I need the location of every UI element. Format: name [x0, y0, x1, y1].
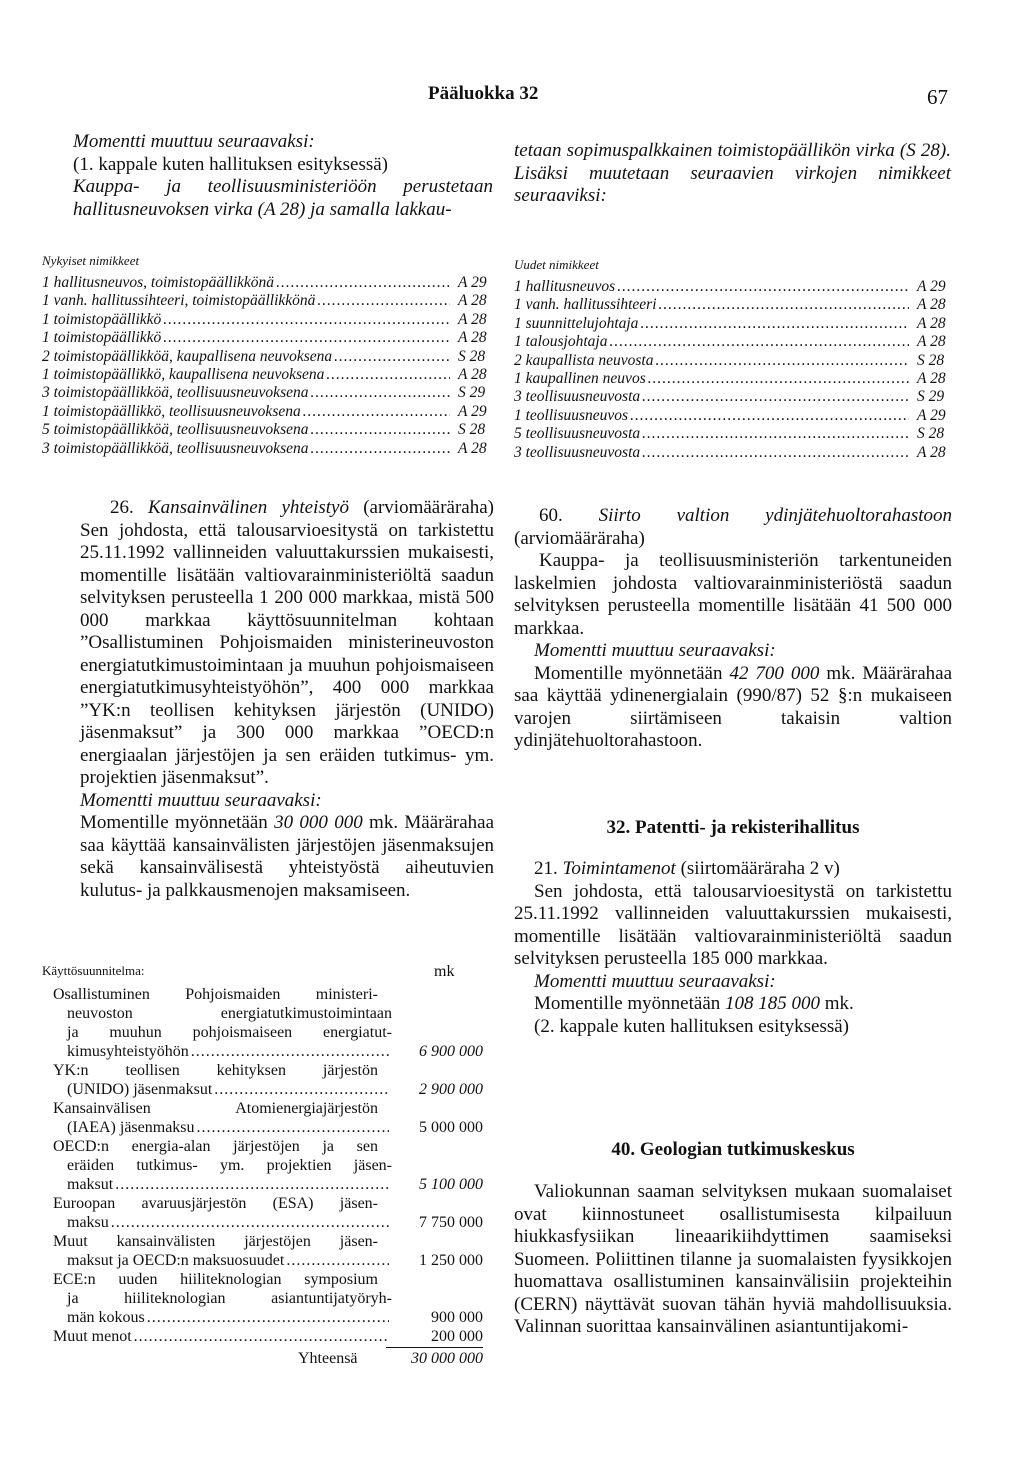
plan-item-row [53, 1118, 483, 1137]
plan-item-label: (IAEA) jäsenmaksu [67, 1119, 195, 1136]
new-title-row [514, 407, 953, 425]
title-text: 3 teollisuusneuvosta [514, 443, 641, 461]
title-text: 5 toimistopäällikköä, teollisuusneuvoksena [42, 421, 309, 439]
item-26-title: Kansainvälinen yhteistyö [147, 497, 349, 518]
title-text: 1 toimistopäällikkö [42, 310, 162, 328]
plan-label: Käyttösuunnitelma: [42, 963, 145, 978]
plan-item [53, 1099, 483, 1137]
leader-dots [317, 292, 450, 310]
item-21-p2-end: mk. [820, 993, 854, 1014]
title-text: 3 toimistopäällikköä, teollisuusneuvoksena [42, 384, 309, 402]
new-title-row [514, 388, 953, 406]
plan-unit: mk [434, 963, 455, 980]
plan-item-label: (UNIDO) jäsenmaksut [67, 1081, 213, 1098]
item-21-block [514, 858, 952, 1038]
plan-item [53, 1270, 483, 1327]
title-text: 3 teollisuusneuvosta [514, 388, 641, 406]
item-21-amount: 108 185 000 [725, 993, 821, 1014]
item-26-number: 26. [110, 497, 134, 518]
leader-dots [659, 296, 909, 314]
plan-total-value: 30 000 000 [411, 1350, 483, 1367]
plan-item-line: Muut kansainvälisten järjestöjen jäsen- [53, 1233, 378, 1250]
plan-item [53, 1327, 483, 1346]
leader-dots [310, 440, 450, 458]
salary-grade: A 28 [458, 292, 487, 310]
item-21-paragraph-2 [514, 993, 952, 1016]
leader-dots [214, 1080, 389, 1099]
leader-dots [111, 1213, 389, 1232]
new-title-row [514, 370, 953, 388]
item-60-title: Siirto valtion ydinjätehuoltorahastoon [598, 505, 953, 526]
salary-grade: S 28 [917, 425, 945, 443]
plan-item-line: neuvoston energiatutkimustoimintaan [67, 1005, 392, 1022]
salary-grade: A 28 [917, 443, 946, 461]
leader-dots [648, 370, 909, 388]
top-left-text [73, 131, 493, 221]
item-26-momentti: Momentti muuttuu seuraavaksi: [80, 789, 322, 811]
item-21-number: 21. [534, 858, 558, 879]
leader-dots [310, 384, 450, 402]
item-21-title: Toimintamenot [562, 858, 676, 879]
item-21-momentti: Momentti muuttuu seuraavaksi: [534, 970, 776, 992]
plan-total-label: Yhteensä [298, 1350, 358, 1367]
plan-item-row [53, 1251, 483, 1270]
title-text: 2 kaupallista neuvosta [514, 351, 654, 369]
current-title-row [42, 403, 494, 421]
plan-item-label: maksut [67, 1176, 114, 1193]
item-21-paragraph-3: (2. kappale kuten hallituksen esityksessä) [534, 1015, 850, 1037]
plan-item-line: ja hiiliteknologian asiantuntijatyöryh- [67, 1290, 392, 1307]
item-60-amount: 42 700 000 [729, 662, 820, 684]
plan-item-line: Osallistuminen Pohjoismaiden ministeri- [53, 986, 378, 1003]
title-text: 2 toimistopäällikköä, kaupallisena neuvoksena [42, 347, 333, 365]
salary-grade: S 28 [458, 421, 486, 439]
section-40-heading: 40. Geologian tutkimuskeskus [611, 1139, 855, 1160]
salary-grade: A 28 [917, 314, 946, 332]
item-26-paragraph-2 [80, 812, 494, 902]
salary-grade: A 29 [917, 406, 946, 424]
item-60-body: Kauppa- ja teollisuusministeriön tarkentuneiden laskelmien johdosta valtiovarainministeriöstä saadun selvityksen perusteella momentille lisätään 41 500 000 markkaa. [514, 550, 952, 639]
leader-dots [617, 278, 909, 296]
plan-item-line: OECD:n energia-alan järjestöjen ja sen [53, 1138, 378, 1155]
title-text: 1 hallitusneuvos, toimistopäällikkönä [42, 274, 275, 291]
item-60-momentti: Momentti muuttuu seuraavaksi: [534, 640, 776, 661]
item-26-block [80, 497, 494, 902]
plan-item [53, 1061, 483, 1099]
page-number: 67 [927, 85, 948, 109]
current-title-row [42, 366, 494, 384]
item-26-body: Sen johdosta, että talousarvioesitystä on tarkistettu 25.11.1992 vallinneiden valuuttakurssien mukaisesti, momentille lisätään valtiovarainministeriöltä saadun selvityksen perusteella 1 200 000 markkaa, mistä 500 000 markkaa käyttösuunnitelman kohtaan ”Osallistuminen Pohjoismaiden ministerineuvoston energiatutkimustoimintaan ja muuhun pohjoismaiseen energiatutkimusyhteistyöhön”, 400 000 markkaa ”YK:n teollisen kehityksen järjestön (UNIDO) jäsenmaksut” ja 300 000 markkaa ”OECD:n energiaalan järjestöjen ja sen eräiden tutkimus- ym. projektien jäsenmaksut”. [80, 519, 494, 788]
leader-dots [310, 421, 450, 439]
new-title-row [514, 278, 953, 296]
new-titles-label: Uudet nimikkeet [514, 257, 599, 272]
salary-grade: S 29 [917, 388, 945, 406]
salary-grade: A 29 [458, 402, 487, 420]
salary-grade: A 28 [458, 310, 487, 328]
leader-dots [191, 1042, 389, 1061]
salary-grade: A 29 [458, 274, 487, 291]
current-title-row [42, 329, 494, 347]
plan-item-label: maksu [67, 1214, 109, 1231]
title-text: 1 toimistopäällikkö [42, 329, 162, 347]
plan-item-label: kimusyhteistyöhön [67, 1043, 189, 1060]
new-title-row [514, 296, 953, 314]
salary-grade: A 28 [917, 370, 946, 388]
leader-dots [163, 311, 450, 329]
section-32-heading: 32. Patentti- ja rekisterihallitus [606, 817, 860, 838]
plan-item-row [53, 1213, 483, 1232]
leader-dots [642, 444, 909, 462]
plan-item-value: 1 250 000 [419, 1252, 483, 1269]
new-title-row [514, 352, 953, 370]
leader-dots [334, 348, 450, 366]
plan-item-label: män kokous [67, 1309, 145, 1326]
plan-item-row [53, 1080, 483, 1099]
new-title-row [514, 315, 953, 333]
title-text: 1 vanh. hallitussihteeri [514, 296, 657, 314]
plan-item-line: eräiden tutkimus- ym. projektien jäsen- [67, 1157, 392, 1174]
plan-item [53, 985, 483, 1061]
leader-dots [115, 1175, 389, 1194]
leader-dots [642, 388, 909, 406]
salary-grade: A 28 [917, 333, 946, 351]
item-21-body: Sen johdosta, että talousarvioesitystä on tarkistettu 25.11.1992 vallinneiden valuuttakurssien mukaisesti, momentille lisätään valtiovarainministeriöltä saadun selvityksen perusteella 185 000 markkaa. [514, 880, 952, 969]
plan-item-value: 5 000 000 [419, 1119, 483, 1136]
plan-item [53, 1137, 483, 1194]
item-60-block [514, 505, 952, 753]
salary-grade: S 29 [458, 384, 486, 402]
plan-item-line: Kansainvälisen Atomienergiajärjestön [53, 1100, 378, 1117]
leader-dots [303, 403, 450, 421]
current-titles-label: Nykyiset nimikkeet [42, 253, 140, 268]
leader-dots [640, 315, 909, 333]
current-title-row [42, 421, 494, 439]
plan-item-value: 5 100 000 [419, 1176, 483, 1193]
item-60-p2-end: mk. Määrärahaa saa käyttää ydinenergialain (990/87) 52 §:n mukaiseen varojen siirtämiseen takaisin valtion ydinjätehuoltorahastoon. [514, 662, 952, 751]
new-titles-table [514, 278, 953, 462]
title-text: 1 talousjohtaja [514, 333, 608, 351]
salary-grade: S 28 [458, 347, 486, 365]
leader-dots [163, 329, 450, 347]
leader-dots [609, 333, 909, 351]
item-26-p2-start: Momentille myönnetään [80, 812, 275, 833]
leader-dots [656, 352, 910, 370]
title-text: 1 kaupallinen neuvos [514, 370, 646, 388]
current-title-row [42, 292, 494, 310]
item-21-type: (siirtomääräraha 2 v) [680, 858, 840, 879]
title-text: 1 suunnittelujohtaja [514, 314, 639, 332]
item-21-p2-start: Momentille myönnetään [534, 993, 726, 1014]
salary-grade: A 28 [458, 439, 487, 457]
plan-item-row [53, 1308, 483, 1327]
plan-item [53, 1232, 483, 1270]
leader-dots [326, 366, 450, 384]
current-title-row [42, 311, 494, 329]
item-60-paragraph-2 [514, 663, 952, 753]
current-title-row [42, 440, 494, 458]
leader-dots [147, 1308, 389, 1327]
kappale-note: (1. kappale kuten hallituksen esityksessä) [73, 153, 389, 175]
title-text: 1 hallitusneuvos [514, 278, 616, 295]
plan-total-rule [386, 1347, 483, 1348]
plan-item-row [53, 1042, 483, 1061]
plan-item-value: 200 000 [431, 1328, 483, 1345]
current-titles-table [42, 274, 494, 458]
plan-item-line: ja muuhun pohjoismaiseen energiatut- [67, 1024, 392, 1041]
new-title-row [514, 333, 953, 351]
item-60-p2-start: Momentille myönnetään [534, 662, 730, 684]
plan-item-label: maksut ja OECD:n maksuosuudet [67, 1252, 285, 1269]
page-header-title: Pääluokka 32 [428, 83, 539, 104]
leader-dots [642, 425, 909, 443]
current-title-row [42, 274, 494, 292]
title-text: 5 teollisuusneuvosta [514, 425, 641, 443]
item-26-p2-end: mk. Määrärahaa saa käyttää kansainvälisten järjestöjen jäsenmaksujen sekä kansainvälisestä yhteistyöstä aiheutuvien kulutus- ja palkkausmenojen maksamiseen. [80, 812, 495, 901]
plan-item-label: Muut menot [53, 1328, 132, 1345]
salary-grade: A 28 [458, 366, 487, 384]
plan-item-row [53, 1327, 483, 1346]
salary-grade: A 29 [917, 278, 946, 295]
title-text: 1 toimistopäällikkö, kaupallisena neuvoksena [42, 366, 325, 384]
new-title-row [514, 425, 953, 443]
plan-item-value: 900 000 [431, 1309, 483, 1326]
plan-item-value: 7 750 000 [419, 1214, 483, 1231]
plan-item-value: 2 900 000 [419, 1081, 483, 1098]
plan-item-line: YK:n teollisen kehityksen järjestön [53, 1062, 378, 1079]
top-right-paragraph: tetaan sopimuspalkkainen toimistopäällikön virka (S 28). Lisäksi muutetaan seuraavien virkojen nimikkeet seuraaviksi: [514, 140, 951, 206]
plan-item-row [53, 1175, 483, 1194]
title-text: 1 toimistopäällikkö, teollisuusneuvoksena [42, 402, 301, 420]
plan-item-line: ECE:n uuden hiiliteknologian symposium [53, 1271, 378, 1288]
salary-grade: A 28 [458, 329, 487, 347]
leader-dots [134, 1327, 389, 1346]
leader-dots [630, 407, 909, 425]
current-title-row [42, 384, 494, 402]
item-60-type: (arviomääräraha) [514, 527, 645, 549]
new-title-row [514, 444, 953, 462]
leader-dots [197, 1118, 389, 1137]
leader-dots [286, 1251, 389, 1270]
item-60-number: 60. [539, 505, 563, 526]
current-title-row [42, 348, 494, 366]
title-text: 1 teollisuusneuvos [514, 406, 629, 424]
momentti-heading: Momentti muuttuu seuraavaksi: [73, 131, 315, 152]
title-text: 3 toimistopäällikköä, teollisuusneuvoksena [42, 439, 309, 457]
title-text: 1 vanh. hallitussihteeri, toimistopäällikkönä [42, 292, 316, 310]
leader-dots [276, 274, 450, 292]
plan-table [53, 985, 483, 1346]
salary-grade: A 28 [917, 296, 946, 314]
plan-item [53, 1194, 483, 1232]
salary-grade: S 28 [917, 351, 945, 369]
item-26-amount: 30 000 000 [274, 812, 363, 833]
plan-item-line: Euroopan avaruusjärjestön (ESA) jäsen- [53, 1195, 378, 1212]
top-left-paragraph: Kauppa- ja teollisuusministeriöön perustetaan hallitusneuvoksen virka (A 28) ja samalla lakkau- [73, 176, 493, 220]
item-26-type: (arviomääräraha) [363, 497, 494, 518]
plan-item-value: 6 900 000 [419, 1043, 483, 1060]
section-40-body: Valiokunnan saaman selvityksen mukaan suomalaiset ovat kiinnostuneet osallistumisesta kilpailuun hiukkasfysiikan lineaarikiihdyttimen saamiseksi Suomeen. Poliittinen tilanne ja suomalaisten fyysikkojen huomattava osallistuminen kansainvälisiin projekteihin (CERN) näyttävät suovan tähän hyviä mahdollisuuksia. Valinnan suorittaa kansainvälinen asiantuntijakomi- [514, 1181, 952, 1337]
